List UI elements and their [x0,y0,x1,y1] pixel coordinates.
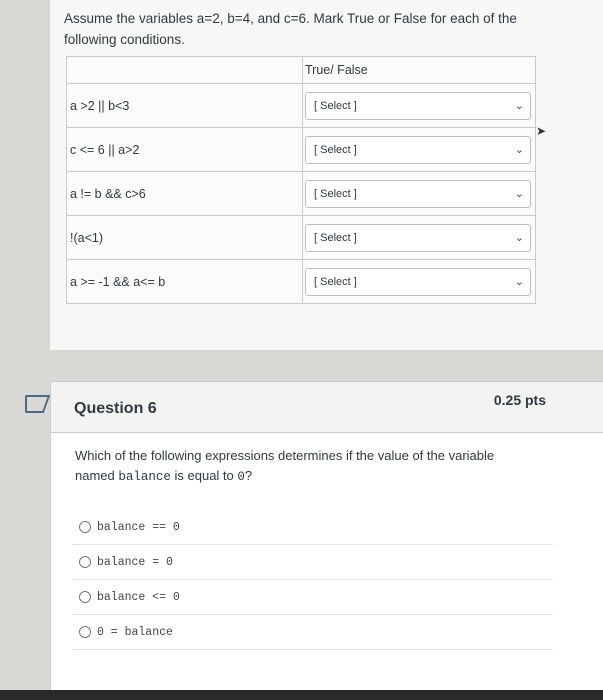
select-label: [ Select ] [314,143,357,156]
answer-label: 0 = balance [97,625,173,639]
condition-text: a >2 || b<3 [67,84,303,128]
true-false-table [66,56,536,304]
flag-question-icon[interactable] [25,395,39,413]
condition-text: a >= -1 && a<= b [67,260,303,304]
select-label: [ Select ] [314,187,357,200]
radio-button[interactable] [79,521,91,533]
true-false-column-header: True/ False [303,57,536,84]
question-code-variable: balance [118,470,171,484]
chevron-down-icon: ⌄ [514,275,524,288]
question-text-part: ? [244,468,253,483]
chevron-down-icon: ⌄ [514,231,524,244]
radio-button[interactable] [79,626,91,638]
question-text-part: is equal to [170,468,238,483]
condition-text: !(a<1) [67,216,303,260]
answer-option[interactable] [73,615,553,650]
condition-column-header [67,57,303,84]
answer-list [73,510,553,650]
question-code-value: 0 [237,470,245,484]
table-row [67,128,536,172]
answer-option[interactable] [73,580,553,615]
question-header [51,382,603,433]
true-false-select[interactable] [305,92,531,120]
screen-bottom-edge [0,690,603,700]
radio-button[interactable] [79,591,91,603]
true-false-select[interactable] [305,180,531,208]
select-label: [ Select ] [314,231,357,244]
true-false-select[interactable] [305,136,531,164]
chevron-down-icon: ⌄ [514,143,524,156]
select-label: [ Select ] [314,275,357,288]
table-row [67,172,536,216]
condition-text: a != b && c>6 [67,172,303,216]
answer-label: balance = 0 [97,555,173,569]
table-row [67,216,536,260]
question-5-intro: Assume the variables a=2, b=4, and c=6. Mark True or False for each of the following conditions. [64,11,517,47]
question-points: 0.25 pts [493,392,546,408]
condition-text: c <= 6 || a>2 [67,128,303,172]
table-row [67,84,536,128]
answer-option[interactable] [73,510,553,545]
answer-label: balance <= 0 [97,590,180,604]
chevron-down-icon: ⌄ [514,99,524,112]
question-6-panel [50,381,603,693]
table-row [67,260,536,304]
mouse-cursor-icon: ➤ [536,124,547,138]
question-text [75,446,525,487]
question-text-part: Which of the following expressions determines if the value of the variable named [75,448,495,483]
chevron-down-icon: ⌄ [514,187,524,200]
true-false-select[interactable] [305,268,531,296]
select-label: [ Select ] [314,99,357,112]
answer-option[interactable] [73,545,553,580]
table-header-row [67,57,536,84]
radio-button[interactable] [79,556,91,568]
true-false-select[interactable] [305,224,531,252]
answer-label: balance == 0 [97,520,180,534]
question-title: Question 6 [74,400,157,417]
